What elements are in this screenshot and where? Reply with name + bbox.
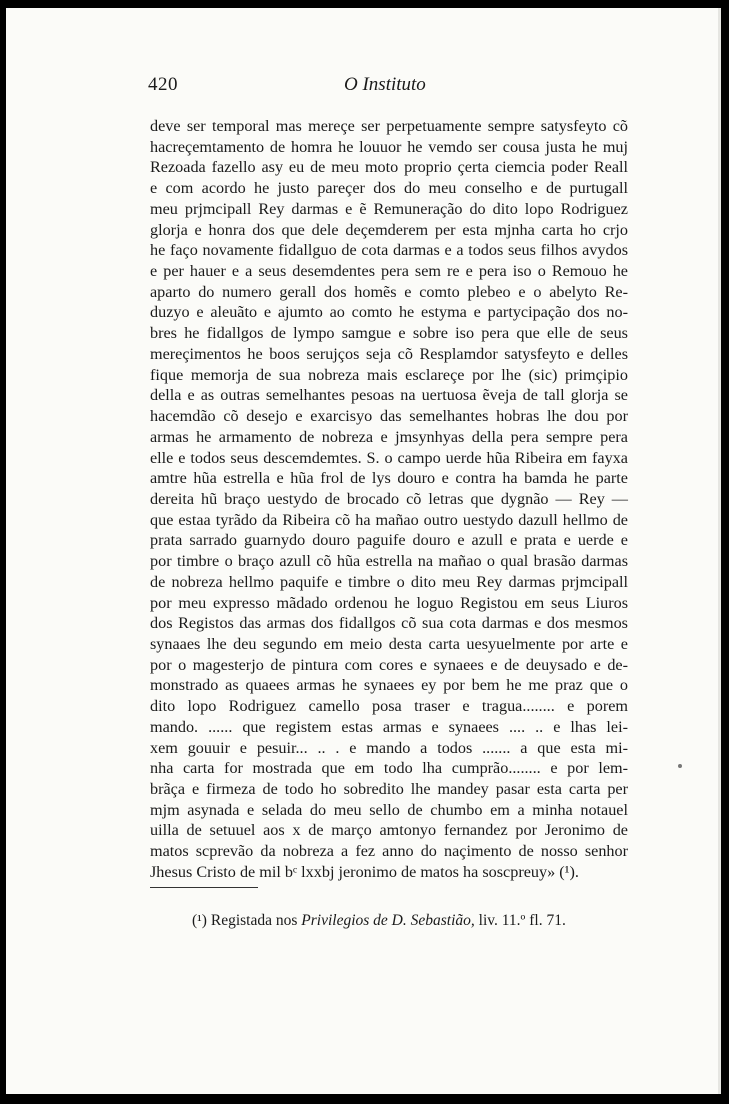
text-line: de nobreza hellmo paquife e timbre o dito meu Rey darmas prjmcipall [150, 572, 628, 591]
text-line: fique memorja de sua nobreza mais esclareçe por lhe (sic) primçipio [150, 365, 628, 384]
footnote-text-before: Registada nos [206, 912, 302, 929]
text-line: aparto do numero gerall dos homẽs e comto plebeo e o abelyto Re- [150, 282, 628, 301]
running-title: O Instituto [344, 74, 426, 95]
text-line: e com acordo he justo pareçer dos do meu conselho e de purtugall [150, 179, 628, 198]
text-line: brãça e firmeza de todo ho sobredito lhe mandey pasar esta carta per [150, 780, 628, 798]
text-line: mjm asynada e selada do meu sello de chumbo em a minha notauel [150, 800, 628, 819]
text-line: dito lopo Rodriguez camello posa traser e tragua........ e porem [150, 697, 628, 716]
text-line: nha carta for mostrada que em todo lha cumprão........ e por lem- [150, 759, 628, 778]
text-line: duzyo e aleuãto e ajumto ao comto he estyma e partycipação dos no- [150, 303, 628, 322]
text-line: synaaes lhe deu segundo em meio desta carta uesyuelmente por arte e [150, 634, 628, 653]
footnote-marker: (¹) [192, 912, 207, 929]
text-line: uilla de setuuel aos x de março amtonyo fernandez por Jeronimo de [150, 821, 628, 840]
text-line: xem gouuir e pesuir... .. . e mando a todos ....... a que esta mi- [150, 738, 628, 757]
text-line: glorja e honra dos que dele deçemderem per esta mjnha carta ho crjo [150, 220, 628, 239]
text-line: que estaa tyrãdo da Ribeira cõ ha mañao outro uestydo dazull hellmo de [150, 510, 628, 529]
text-line: prata sarrado guarnydo douro paguife douro e azull e prata e uerde e [150, 531, 628, 550]
footnote-italic-source: Privilegios de D. Sebastião, [301, 912, 475, 929]
text-line: armas he armamento de nobreza e jmsynhyas della pera sempre pera [150, 427, 628, 446]
text-line: matos scprevão da nobreza a fez anno do naçimento de nosso senhor [150, 842, 628, 861]
text-line: dereita hũ braço uestydo de brocado cõ letras que dygnão — Rey — [150, 489, 628, 508]
paper-speck [678, 764, 682, 768]
text-line: monstrado as quaees armas he synaees ey por bem he me praz que o [150, 676, 628, 695]
page-number: 420 [148, 74, 178, 95]
footnote [192, 912, 566, 930]
text-line: amtre hũa estrella e hũa frol de lys douro e contra ha bamda he parte [150, 469, 628, 488]
text-line: mereçimentos he boos serujços seja cõ Resplamdor satysfeyto e delles [150, 344, 628, 363]
page-header [148, 74, 626, 100]
text-line: Rezoada fazello asy eu de meu moto proprio çerta ciemcia poder Reall [150, 158, 628, 177]
text-line: he faço novamente fidallguo de cota darmas e a todos seus filhos avydos [150, 241, 628, 260]
text-line: bres he fidallgos de lympo samgue e sobre iso pera que elle de seus [150, 324, 628, 343]
text-line: por timbre o braço azull cõ hũa estrella na mañao o qual brasão darmas [150, 552, 628, 571]
page-edge [718, 8, 721, 1094]
text-line: hacreçemtamento de homra he louuor he vemdo ser cousa justa he muj [150, 137, 628, 156]
text-line: hacemdão cõ desejo e exarcisyo das semelhantes hobras lhe dou por [150, 407, 628, 426]
text-line: mando. ...... que registem estas armas e synaees .... .. e lhas lei- [150, 717, 628, 736]
text-line: elle e todos seus descemdemtes. S. o campo uerde hũa Ribeira em fayxa [150, 448, 628, 467]
text-line: por meu expresso mãdado ordenou he loguo Registou em seus Liuros [150, 593, 628, 612]
text-line: Jhesus Cristo de mil bᶜ lxxbj jeronimo de matos ha soscpreuy» (¹). [150, 862, 579, 881]
body-text [150, 116, 628, 883]
text-line: deve ser temporal mas mereçe ser perpetuamente sempre satysfeyto cõ [150, 117, 628, 135]
text-line: e per hauer e a seus desemdentes pera sem re e pera iso o Remouo he [150, 262, 628, 281]
text-line: dos Registos das armas dos fidallgos cõ sua cota darmas e dos mesmos [150, 614, 628, 633]
text-line: della e as outras semelhantes pesoas na uertuosa ẽveja de tall glorja se [150, 386, 628, 405]
text-line: por o magesterjo de pintura com cores e synaees e de deuysado e de- [150, 655, 628, 674]
text-line: meu prjmcipall Rey darmas e ẽ Remuneração do dito lopo Rodriguez [150, 199, 628, 218]
footnote-text-after: liv. 11.º fl. 71. [474, 912, 566, 929]
footnote-rule [150, 887, 258, 888]
